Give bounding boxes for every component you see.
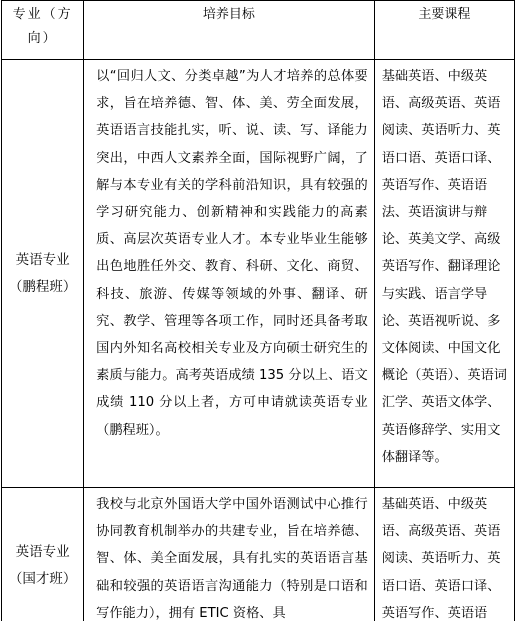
program-table: [1, 0, 515, 621]
table-row: [2, 488, 515, 621]
training-goal-cell: 以“回归人文、分类卓越”为人才培养的总体要求，旨在培养德、智、体、美、劳全面发展，英语语言技能扎实，听、说、读、写、译能力突出，中西人文素养全面，国际视野广阔，了解与本专业有关的学科前沿知识，具有较强的学习研究能力、创新精神和实践能力的高素质、高层次英语专业人才。本专业毕业生能够出色地胜任外交、教育、科研、文化、商贸、科技、旅游、传媒等领域的外事、翻译、研究、教学、管理等各项工作，同时还具备考取国内外知名高校相关专业及方向硕士研究生的素质与能力。高考英语成绩 135 分以上、语文成绩 110 分以上者，方可申请就读英语专业（鹏程班）。: [84, 60, 375, 488]
main-courses-cell: 基础英语、中级英语、高级英语、英语阅读、英语听力、英语口语、英语口译、英语写作、英语语: [374, 488, 514, 621]
major-cell: [2, 488, 84, 621]
major-cell: [2, 60, 84, 488]
header-training-goal: 培养目标: [84, 1, 375, 60]
major-class: （国才班）: [8, 570, 77, 587]
header-major-direction: 专业（方向）: [2, 1, 84, 60]
major-name: 英语专业: [15, 251, 70, 268]
main-courses-cell: 基础英语、中级英语、高级英语、英语阅读、英语听力、英语口语、英语口译、英语写作、英语语法、英语演讲与辩论、英美文学、高级英语写作、翻译理论与实践、语言学导论、英语视听说、多文体阅读、中国文化概论（英语）、英语词汇学、英语文体学、英语修辞学、实用文体翻译等。: [374, 60, 514, 488]
header-main-courses: 主要课程: [374, 1, 514, 60]
major-class: （鹏程班）: [8, 278, 77, 295]
table-header-row: [2, 1, 515, 60]
training-goal-cell: 我校与北京外国语大学中国外语测试中心推行协同教育机制举办的共建专业，旨在培养德、智、体、美全面发展，具有扎实的英语语言基础和较强的英语语言沟通能力（特别是口语和写作能力），拥有 ETIC 资格、具: [84, 488, 375, 621]
major-name: 英语专业: [15, 543, 70, 560]
table-row: [2, 60, 515, 488]
